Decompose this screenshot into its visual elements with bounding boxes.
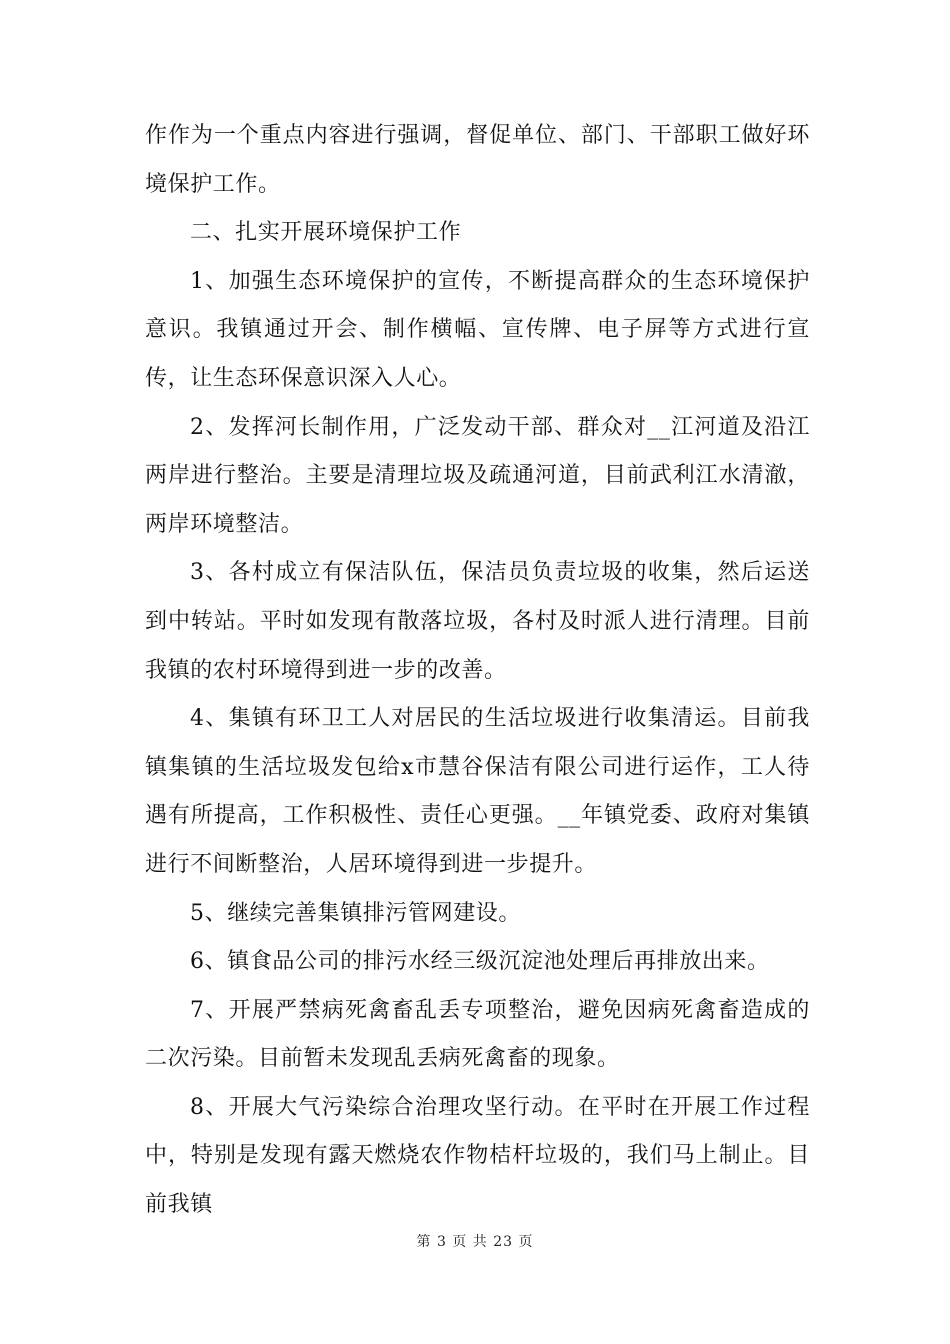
paragraph-item-6: 6、镇食品公司的排污水经三级沉淀池处理后再排放出来。 [190, 949, 770, 975]
paragraph-item-4: 4、集镇有环卫工人对居民的生活垃圾进行收集清运。目前我镇集镇的生活垃圾发包给x市慧谷保洁有限公司进行运作，工人待遇有所提高，工作积极性、责任心更强。__年镇党委、政府对集镇进行不间断整治，人居环境得到进一步提升。 [145, 706, 810, 877]
paragraph-continuation: 作作为一个重点内容进行强调，督促单位、部门、干部职工做好环境保护工作。 [145, 123, 810, 197]
document-body [145, 112, 810, 1230]
paragraph-item-1: 1、加强生态环境保护的宣传，不断提高群众的生态环境保护意识。我镇通过开会、制作横幅、宣传牌、电子屏等方式进行宣传，让生态环保意识深入人心。 [145, 268, 810, 391]
paragraph-item-3: 3、各村成立有保洁队伍，保洁员负责垃圾的收集，然后运送到中转站。平时如发现有散落垃圾，各村及时派人进行清理。目前我镇的农村环境得到进一步的改善。 [145, 560, 810, 683]
section-heading: 二、扎实开展环境保护工作 [190, 220, 462, 246]
paragraph-item-5: 5、继续完善集镇排污管网建设。 [190, 900, 521, 926]
paragraph-item-2: 2、发挥河长制作用，广泛发动干部、群众对__江河道及沿江两岸进行整治。主要是清理垃圾及疏通河道，目前武利江水清澈，两岸环境整洁。 [145, 414, 810, 537]
page-number-footer: 第 3 页 共 23 页 [416, 1234, 534, 1250]
paragraph-item-7: 7、开展严禁病死禽畜乱丢专项整治，避免因病死禽畜造成的二次污染。目前暂未发现乱丢病死禽畜的现象。 [145, 997, 810, 1072]
paragraph-item-8: 8、开展大气污染综合治理攻坚行动。在平时在开展工作过程中，特别是发现有露天燃烧农作物桔杆垃圾的，我们马上制止。目前我镇 [145, 1094, 810, 1218]
